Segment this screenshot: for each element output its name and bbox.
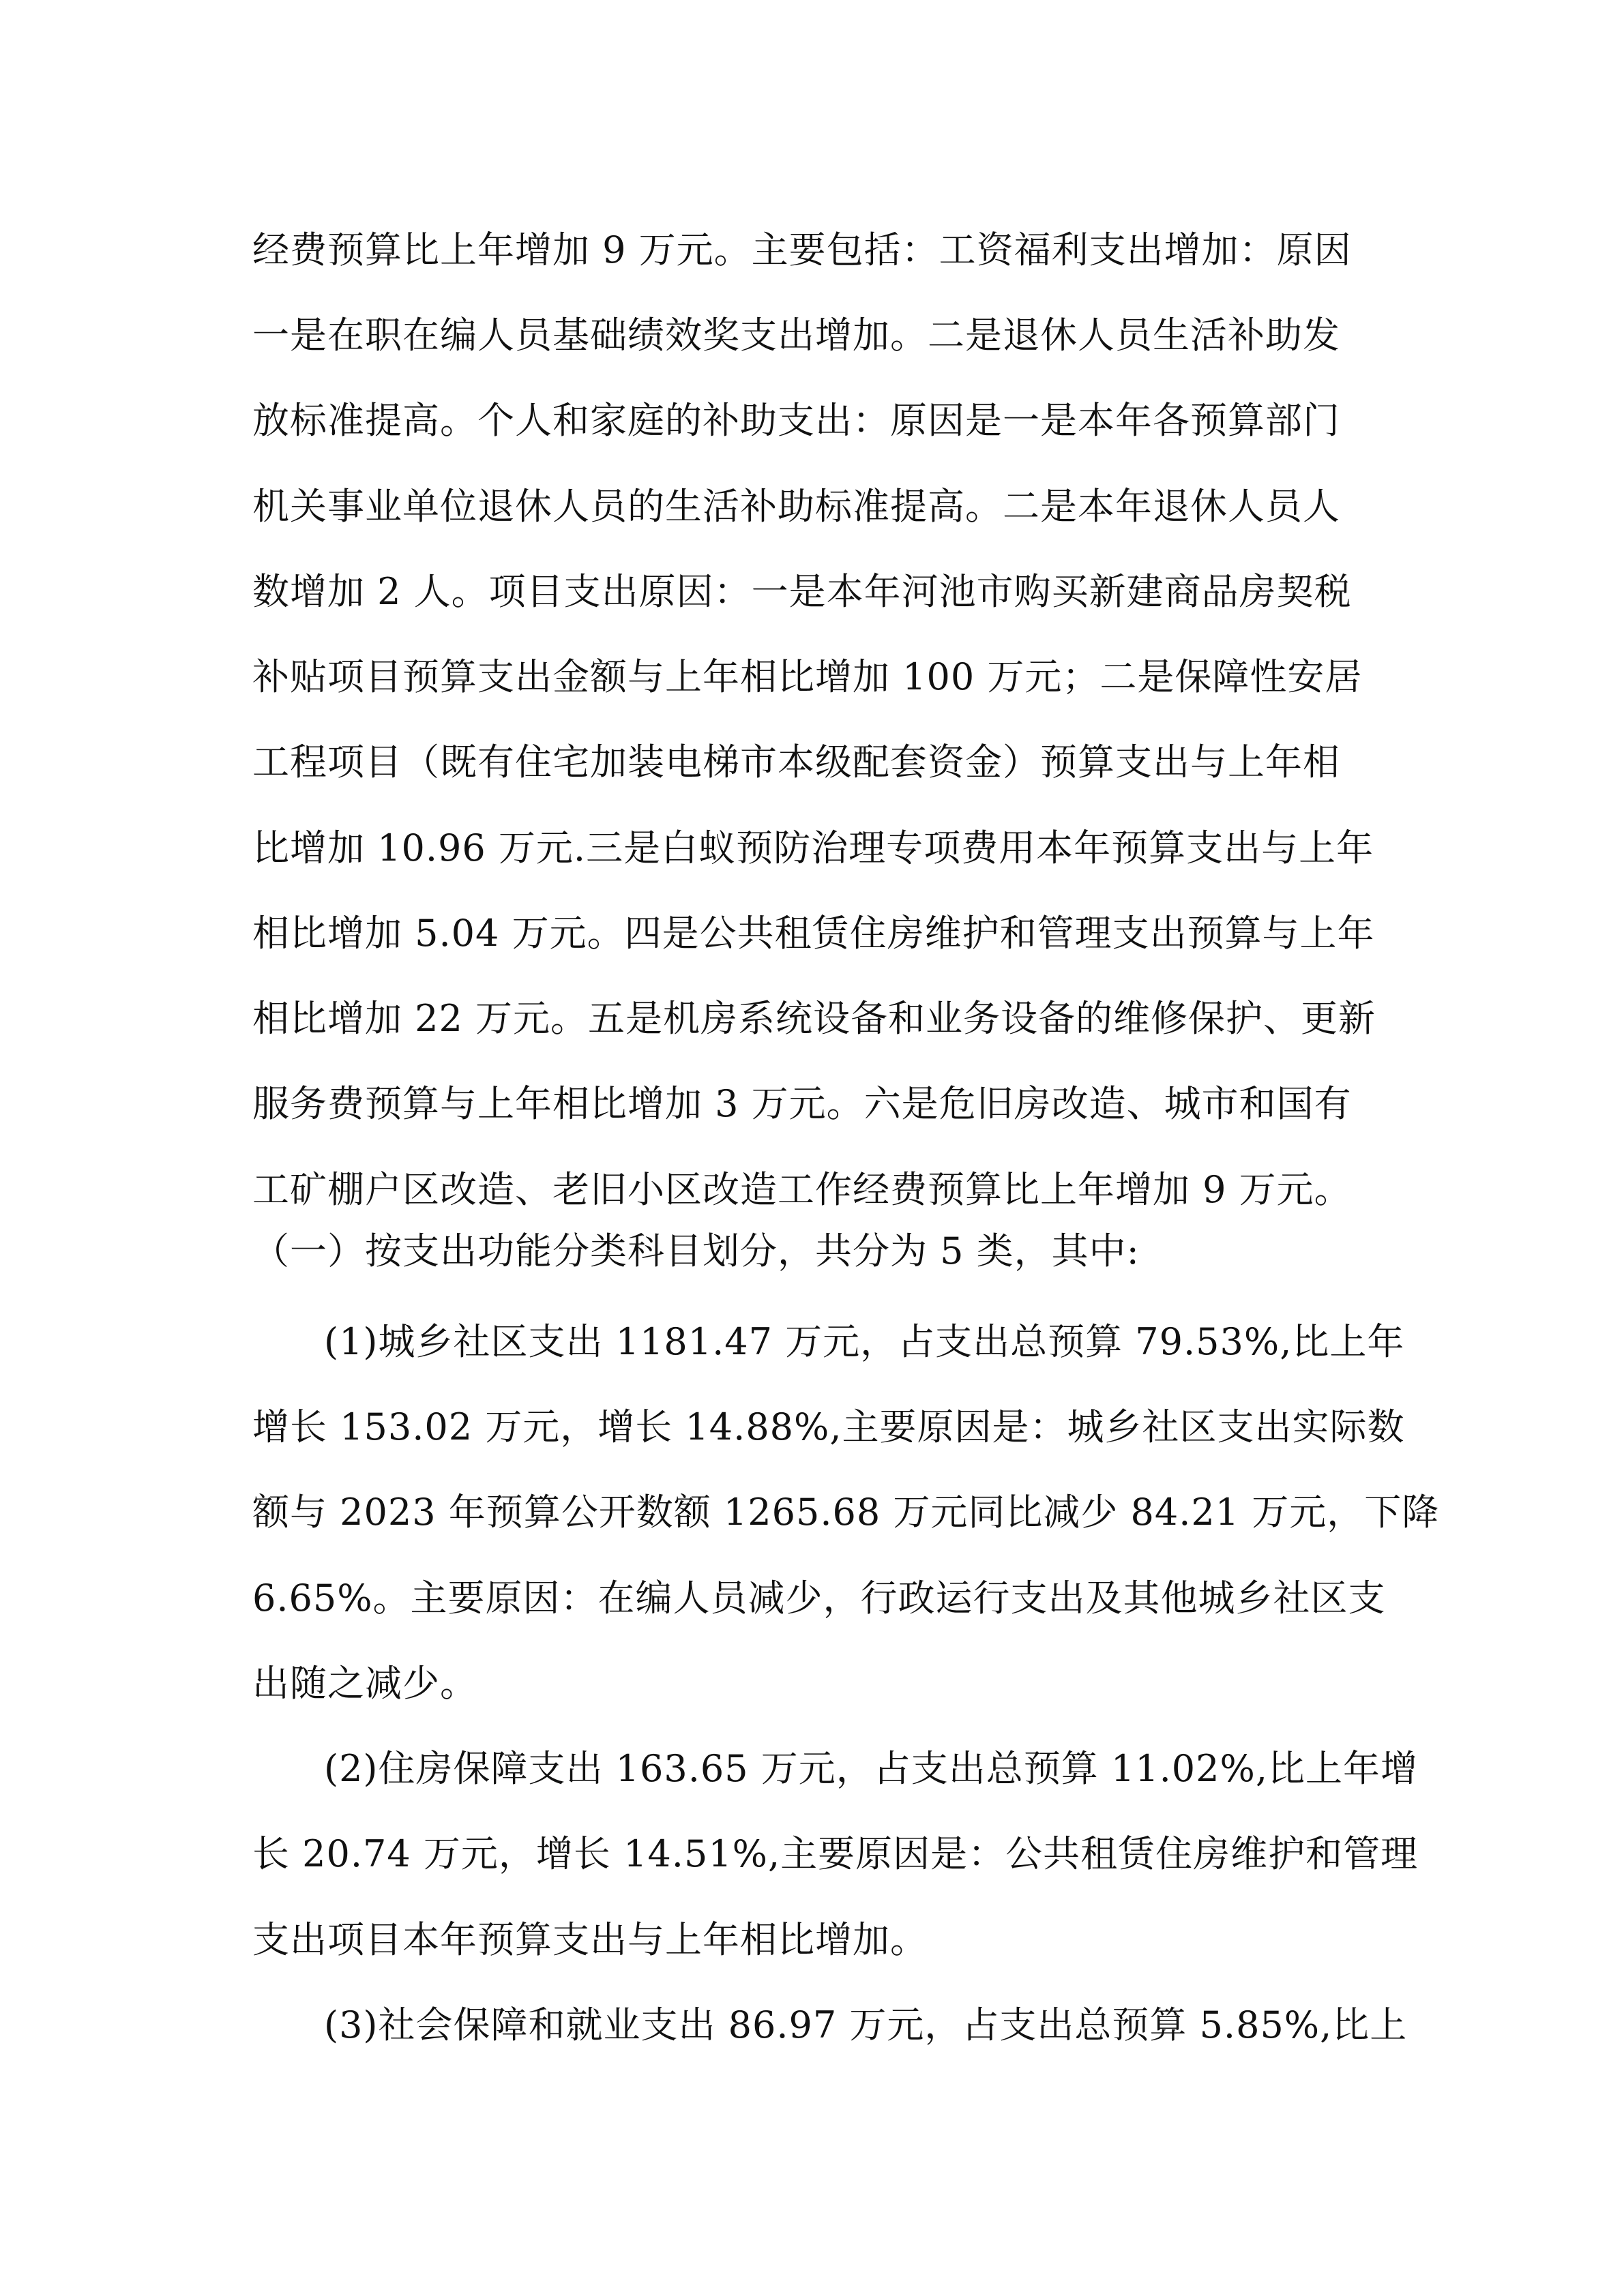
item-1-line: 额与 2023 年预算公开数额 1265.68 万元同比减少 84.21 万元，下降 bbox=[252, 1491, 1440, 1534]
item-2-line: 支出项目本年预算支出与上年相比增加。 bbox=[252, 1918, 928, 1961]
item-3-line: (3)社会保障和就业支出 86.97 万元，占支出总预算 5.85%,比上 bbox=[324, 2003, 1408, 2046]
paragraph-line: 相比增加 5.04 万元。四是公共租赁住房维护和管理支出预算与上年 bbox=[252, 912, 1375, 955]
item-2-line: (2)住房保障支出 163.65 万元，占支出总预算 11.02%,比上年增 bbox=[324, 1747, 1418, 1790]
paragraph-line: 工程项目（既有住宅加装电梯市本级配套资金）预算支出与上年相 bbox=[252, 741, 1340, 784]
item-1-line: 增长 153.02 万元，增长 14.88%,主要原因是：城乡社区支出实际数 bbox=[252, 1405, 1405, 1448]
section-heading: （一）按支出功能分类科目划分，共分为 5 类，其中: bbox=[252, 1229, 1140, 1272]
item-1-line: (1)城乡社区支出 1181.47 万元，占支出总预算 79.53%,比上年 bbox=[324, 1320, 1405, 1363]
paragraph-line: 放标准提高。个人和家庭的补助支出：原因是一是本年各预算部门 bbox=[252, 399, 1340, 442]
paragraph-line: 机关事业单位退休人员的生活补助标准提高。二是本年退休人员人 bbox=[252, 485, 1340, 528]
paragraph-line: 数增加 2 人。项目支出原因：一是本年河池市购买新建商品房契税 bbox=[252, 570, 1352, 613]
paragraph-line: 工矿棚户区改造、老旧小区改造工作经费预算比上年增加 9 万元。 bbox=[252, 1168, 1352, 1211]
item-1-line: 出随之减少。 bbox=[252, 1662, 477, 1705]
paragraph-line: 服务费预算与上年相比增加 3 万元。六是危旧房改造、城市和国有 bbox=[252, 1082, 1352, 1125]
paragraph-line: 一是在职在编人员基础绩效奖支出增加。二是退休人员生活补助发 bbox=[252, 314, 1340, 357]
item-1-line: 6.65%。主要原因：在编人员减少，行政运行支出及其他城乡社区支 bbox=[252, 1577, 1386, 1620]
item-2-line: 长 20.74 万元，增长 14.51%,主要原因是：公共租赁住房维护和管理 bbox=[252, 1832, 1419, 1875]
paragraph-line: 补贴项目预算支出金额与上年相比增加 100 万元；二是保障性安居 bbox=[252, 655, 1363, 698]
paragraph-line: 相比增加 22 万元。五是机房系统设备和业务设备的维修保护、更新 bbox=[252, 997, 1376, 1040]
paragraph-line: 比增加 10.96 万元.三是白蚁预防治理专项费用本年预算支出与上年 bbox=[252, 826, 1374, 869]
paragraph-line: 经费预算比上年增加 9 万元。主要包括：工资福利支出增加：原因 bbox=[252, 228, 1352, 271]
